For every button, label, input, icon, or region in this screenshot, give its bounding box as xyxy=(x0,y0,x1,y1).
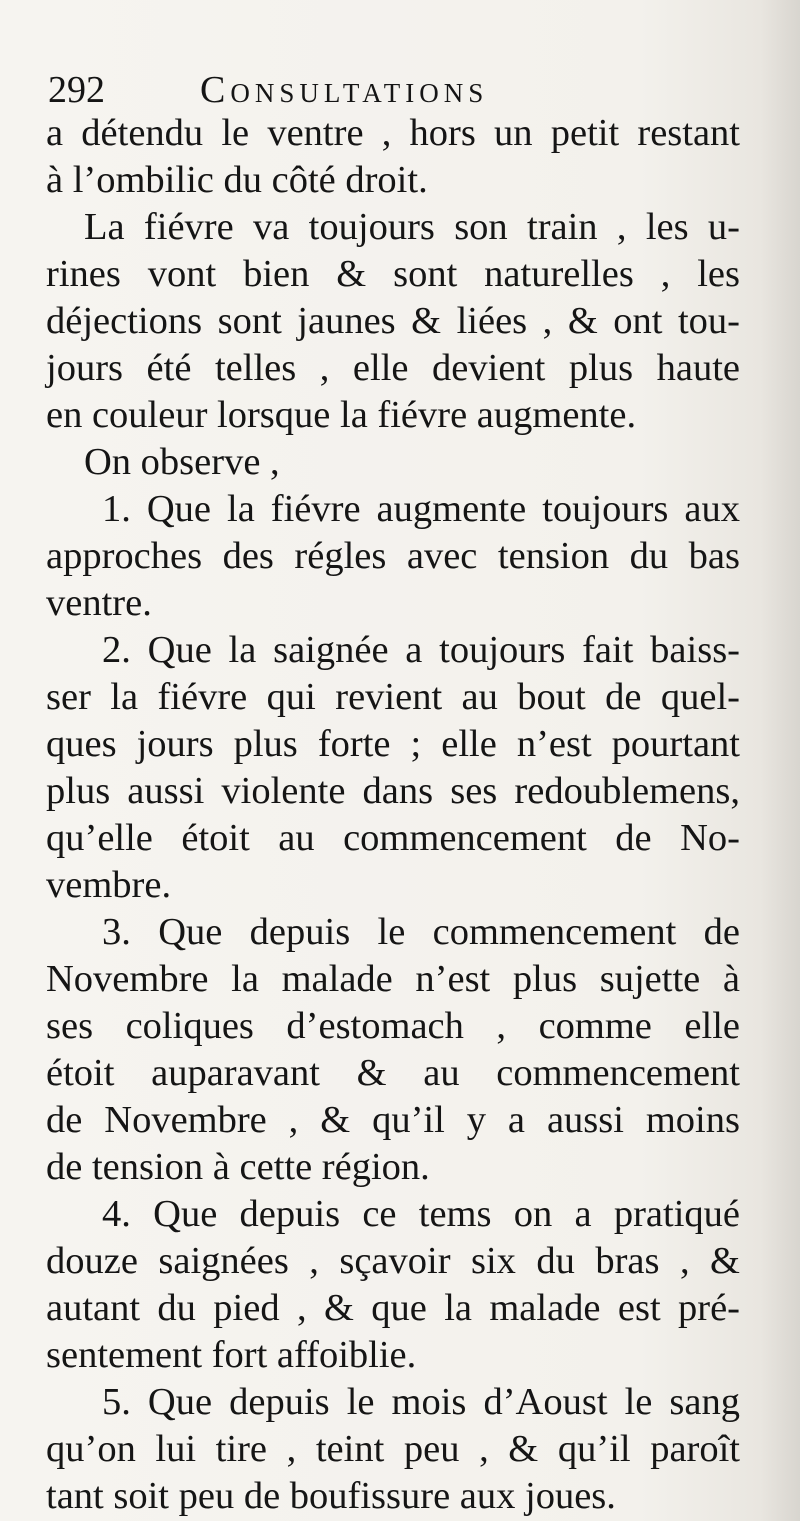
text-line: de Novembre , & qu’il y a aussi moins xyxy=(46,1099,740,1141)
text-line: vembre. xyxy=(46,864,172,906)
text-line: ses coliques d’estomach , comme elle xyxy=(46,1005,740,1047)
text-line: 1. Que la fiévre augmente toujours aux xyxy=(102,488,740,530)
text-line: qu’elle étoit au commencement de No- xyxy=(46,817,740,859)
text-line: On observe , xyxy=(84,441,280,483)
text-line: 5. Que depuis le mois d’Aoust le sang xyxy=(102,1381,740,1423)
text-line: Novembre la malade n’est plus sujette à xyxy=(46,958,740,1000)
text-line: ser la fiévre qui revient au bout de quel- xyxy=(46,676,740,718)
text-line: déjections sont jaunes & liées , & ont tou- xyxy=(46,300,740,342)
text-line: qu’on lui tire , teint peu , & qu’il paroît xyxy=(46,1428,740,1470)
text-line: douze saignées , sçavoir six du bras , & xyxy=(46,1240,740,1282)
body-text xyxy=(46,110,740,1520)
text-line: 3. Que depuis le commencement de xyxy=(102,911,740,953)
text-line: La fiévre va toujours son train , les u- xyxy=(84,206,740,248)
text-line: tant soit peu de boufissure aux joues. xyxy=(46,1475,616,1517)
running-head: Consultations xyxy=(200,69,489,111)
text-line: jours été telles , elle devient plus haute xyxy=(46,347,740,389)
text-line: de tension à cette région. xyxy=(46,1146,430,1188)
text-line: étoit auparavant & au commencement xyxy=(46,1052,740,1094)
text-line: en couleur lorsque la fiévre augmente. xyxy=(46,394,637,436)
text-line: approches des régles avec tension du bas xyxy=(46,535,740,577)
text-line: plus aussi violente dans ses redoublemens, xyxy=(46,770,740,812)
text-line: autant du pied , & que la malade est pré- xyxy=(46,1287,740,1329)
text-line: 2. Que la saignée a toujours fait baiss- xyxy=(102,629,740,671)
text-line: ventre. xyxy=(46,582,152,624)
text-line: rines vont bien & sont naturelles , les xyxy=(46,253,740,295)
page-number: 292 xyxy=(48,69,105,111)
text-line: ques jours plus forte ; elle n’est pourtant xyxy=(46,723,740,765)
text-line: à l’ombilic du côté droit. xyxy=(46,159,428,201)
text-line: sentement fort affoiblie. xyxy=(46,1334,417,1376)
text-line: 4. Que depuis ce tems on a pratiqué xyxy=(102,1193,740,1235)
text-line: a détendu le ventre , hors un petit restant xyxy=(46,112,740,154)
